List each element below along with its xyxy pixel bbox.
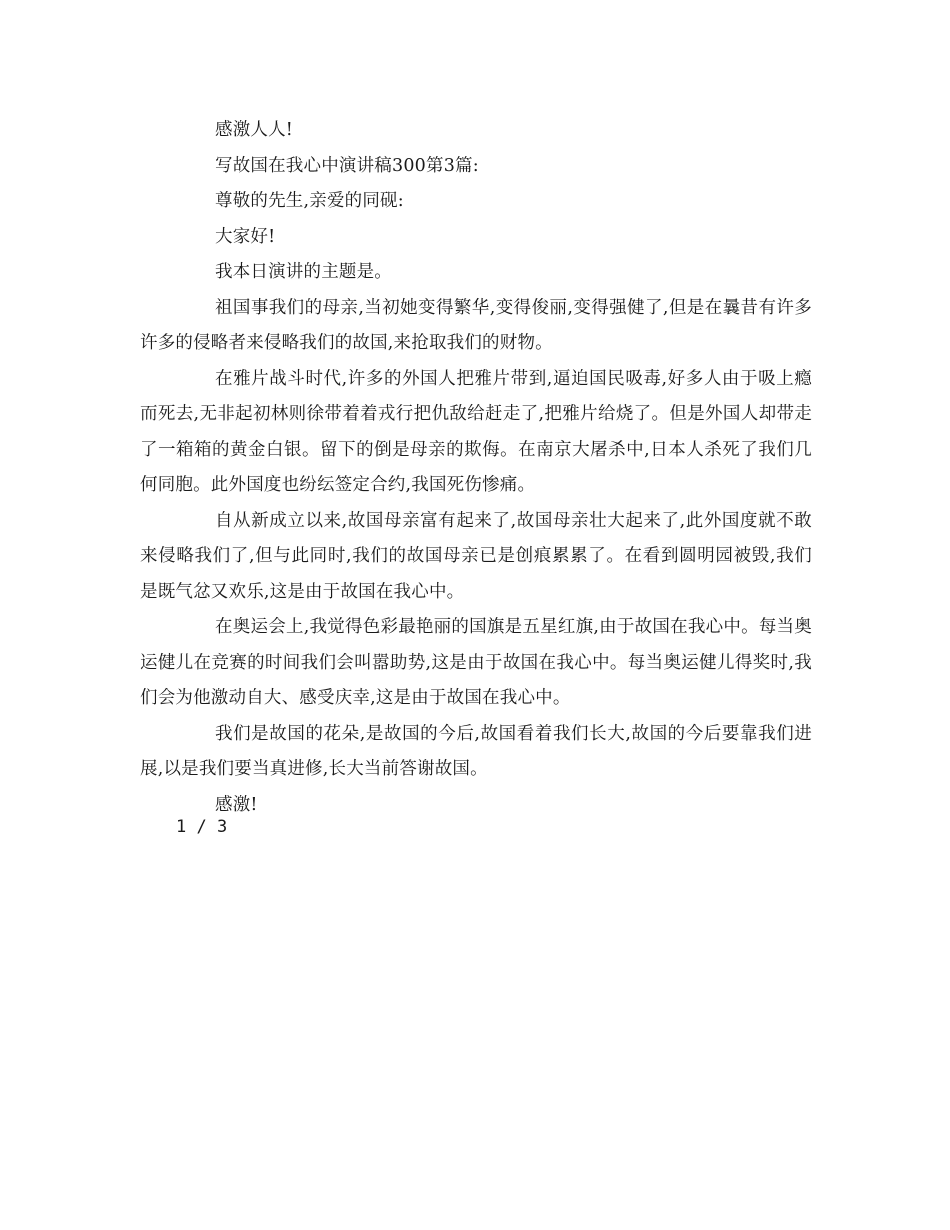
page-number: 1 / 3 bbox=[176, 817, 228, 837]
paragraph-olympics: 在奥运会上,我觉得色彩最艳丽的国旗是五星红旗,由于故国在我心中。每当奥运健儿在竞赛的时间我们会叫嚣助势,这是由于故国在我心中。每当奥运健儿得奖时,我们会为他激动自大、感受庆幸,这是由于故国在我心中。 bbox=[140, 617, 812, 708]
paragraph-salutation: 尊敬的先生,亲爱的同砚: bbox=[215, 191, 404, 211]
paragraph-topic: 我本日演讲的主题是。 bbox=[215, 262, 392, 282]
paragraph-opium-war: 在雅片战斗时代,许多的外国人把雅片带到,逼迫国民吸毒,好多人由于吸上瘾而死去,无非起初林则徐带着着戎行把仇敌给赶走了,把雅片给烧了。但是外国人却带走了一箱箱的黄金白银。留下的倒是母亲的欺侮。在南京大屠杀中,日本人杀死了我们几何同胞。此外国度也纷纭签定合约,我国死伤惨痛。 bbox=[140, 368, 812, 495]
document-body bbox=[140, 113, 812, 823]
paragraph-future: 我们是故国的花朵,是故国的今后,故国看着我们长大,故国的今后要靠我们进展,以是我们要当真进修,长大当前答谢故国。 bbox=[140, 723, 812, 779]
paragraph-greeting: 大家好! bbox=[215, 226, 276, 247]
paragraph-motherland: 祖国事我们的母亲,当初她变得繁华,变得俊丽,变得强健了,但是在曩昔有许多许多的侵略者来侵略我们的故国,来抢取我们的财物。 bbox=[140, 297, 812, 353]
paragraph-closing-thanks: 感激! bbox=[215, 794, 258, 815]
paragraph-new-china: 自从新成立以来,故国母亲富有起来了,故国母亲壮大起来了,此外国度就不敢来侵略我们了,但与此同时,我们的故国母亲已是创痕累累了。在看到圆明园被毁,我们是既气忿又欢乐,这是由于故国在我心中。 bbox=[140, 510, 812, 602]
paragraph-heading: 写故国在我心中演讲稿300第3篇: bbox=[215, 155, 479, 176]
paragraph-thanks-all: 感激人人! bbox=[215, 120, 294, 140]
